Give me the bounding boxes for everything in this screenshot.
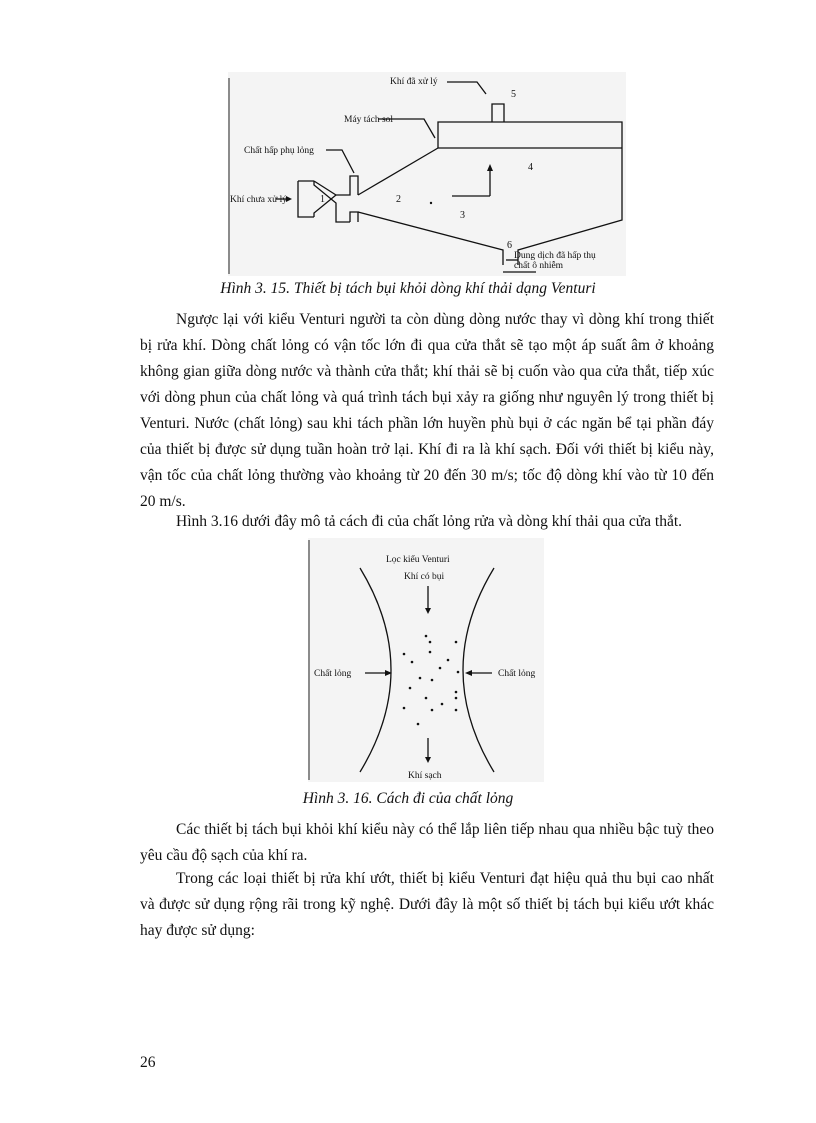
paragraph-multistage: Các thiết bị tách bụi khỏi khí kiểu này có thể lắp liên tiếp nhau qua nhiều bậc tuỳ theo yêu cầu độ sạch của khí ra. — [140, 821, 714, 864]
figure-3-15 — [228, 72, 626, 276]
label-liquid-right: Chất lỏng — [498, 669, 536, 679]
paragraph-wet-scrubbers: Trong các loại thiết bị rửa khí ướt, thiết bị kiểu Venturi đạt hiệu quả thu bụi cao nhất và được sử dụng rộng rãi trong kỹ nghệ. Dưới đây là một số thiết bị tách bụi kiểu ướt khác hay được sử dụng: — [140, 870, 714, 939]
label-dusty-gas: Khí có bụi — [404, 572, 445, 582]
figure-3-16 — [308, 538, 544, 782]
label-solution-line1: Dung dịch đã hấp thụ — [514, 251, 596, 261]
number-4: 4 — [528, 162, 533, 173]
label-liquid-left: Chất lỏng — [314, 669, 352, 679]
venturi-throat-diagram — [308, 538, 544, 782]
number-6: 6 — [507, 240, 512, 251]
venturi-scrubber-diagram — [228, 72, 626, 276]
number-3: 3 — [460, 210, 465, 221]
label-solution-line2: chất ô nhiễm — [514, 261, 564, 271]
paragraph-figure-intro: Hình 3.16 dưới đây mô tả cách đi của chất lỏng rửa và dòng khí thải qua cửa thắt. — [176, 513, 683, 530]
label-clean-gas: Khí sạch — [408, 771, 442, 781]
number-5: 5 — [511, 89, 516, 100]
page-number: 26 — [140, 1054, 156, 1071]
label-absorbent-liquid: Chất hấp phụ lỏng — [244, 146, 314, 156]
figure-3-16-caption: Hình 3. 16. Cách đi của chất lỏng — [302, 790, 514, 807]
number-2: 2 — [396, 194, 401, 205]
number-1: 1 — [320, 194, 325, 205]
label-venturi-filter: Lọc kiểu Venturi — [386, 555, 450, 565]
paragraph-venturi-water: Ngược lại với kiểu Venturi người ta còn dùng dòng nước thay vì dòng khí trong thiết bị rửa khí. Dòng chất lỏng có vận tốc lớn đi qua cửa thắt sẽ tạo một áp suất âm ở khoảng không gian giữa dòng nước và thành cửa thắt; khí thải sẽ bị cuốn vào qua cửa thắt, tiếp xúc với dòng phun của chất lỏng và quá trình tách bụi xảy ra giống như nguyên lý trong thiết bị Venturi. Nước (chất lỏng) sau khi tách phần lớn huyền phù bụi ở các ngăn bể tại phần đáy của thiết bị được sử dụng tuần hoàn trở lại. Khí đi ra là khí sạch. Đối với thiết bị kiểu này, vận tốc của chất lỏng thường vào khoảng từ 20 đến 30 m/s; tốc độ dòng khí vào từ 10 đến 20 m/s. — [140, 311, 714, 510]
label-untreated-gas: Khí chưa xử lý — [230, 195, 287, 205]
figure-3-15-caption: Hình 3. 15. Thiết bị tách bụi khỏi dòng khí thải dạng Venturi — [220, 280, 596, 297]
label-mist-eliminator: Máy tách sol — [344, 115, 394, 125]
label-treated-gas: Khí đã xử lý — [390, 77, 438, 87]
